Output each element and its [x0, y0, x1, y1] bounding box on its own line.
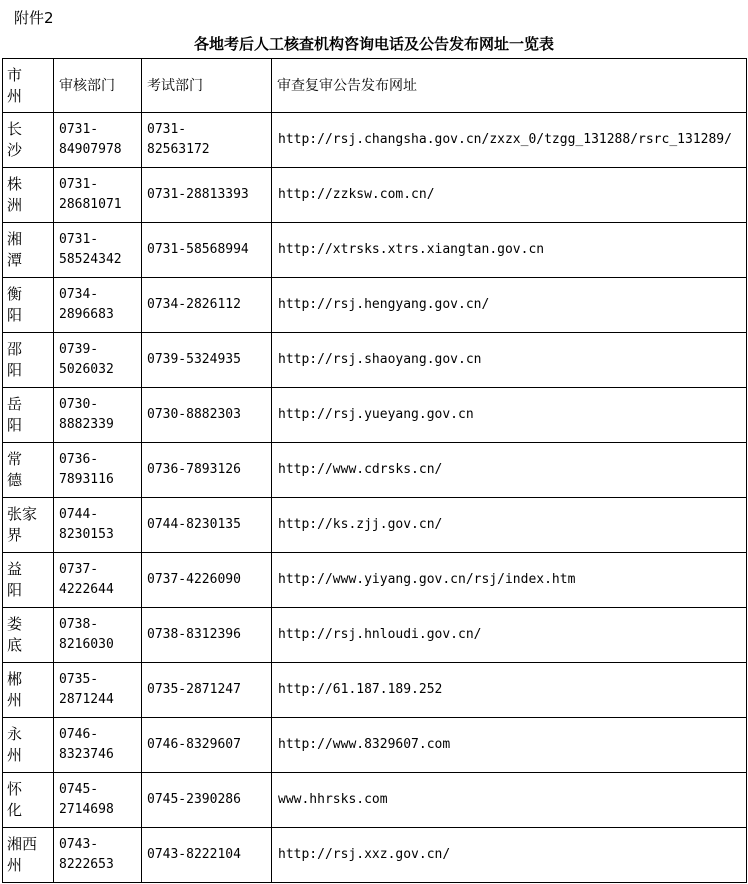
city-cell: 岳 阳	[3, 388, 54, 443]
url-cell: http://rsj.hnloudi.gov.cn/	[272, 608, 747, 663]
table-row	[3, 553, 747, 608]
exam-phone-cell: 0746-8329607	[142, 718, 272, 773]
url-cell: http://rsj.shaoyang.gov.cn	[272, 333, 747, 388]
header-review-dept: 审核部门	[54, 59, 142, 113]
city-cell: 张家 界	[3, 498, 54, 553]
url-cell: http://xtrsks.xtrs.xiangtan.gov.cn	[272, 223, 747, 278]
city-cell: 益 阳	[3, 553, 54, 608]
header-url: 审查复审公告发布网址	[272, 59, 747, 113]
city-cell: 湘 潭	[3, 223, 54, 278]
city-cell: 邵 阳	[3, 333, 54, 388]
table-row	[3, 443, 747, 498]
city-cell: 永 州	[3, 718, 54, 773]
url-cell: http://rsj.xxz.gov.cn/	[272, 828, 747, 883]
table-row	[3, 498, 747, 553]
attachment-label: 附件2	[14, 9, 54, 27]
table-row	[3, 718, 747, 773]
table-header-row	[3, 59, 747, 113]
url-cell: http://rsj.yueyang.gov.cn	[272, 388, 747, 443]
review-phone-cell: 0731- 84907978	[54, 113, 142, 168]
url-cell: http://rsj.hengyang.gov.cn/	[272, 278, 747, 333]
exam-phone-cell: 0734-2826112	[142, 278, 272, 333]
table-row	[3, 388, 747, 443]
table-row	[3, 608, 747, 663]
review-phone-cell: 0739- 5026032	[54, 333, 142, 388]
url-cell: http://www.yiyang.gov.cn/rsj/index.htm	[272, 553, 747, 608]
review-phone-cell: 0730- 8882339	[54, 388, 142, 443]
header-city: 市 州	[3, 59, 54, 113]
city-cell: 怀 化	[3, 773, 54, 828]
url-cell: http://www.8329607.com	[272, 718, 747, 773]
city-cell: 长 沙	[3, 113, 54, 168]
url-cell: www.hhrsks.com	[272, 773, 747, 828]
table-row	[3, 663, 747, 718]
exam-phone-cell: 0744-8230135	[142, 498, 272, 553]
exam-phone-cell: 0737-4226090	[142, 553, 272, 608]
review-phone-cell: 0743- 8222653	[54, 828, 142, 883]
url-cell: http://rsj.changsha.gov.cn/zxzx_0/tzgg_131288/rsrc_131289/	[272, 113, 747, 168]
review-phone-cell: 0731- 28681071	[54, 168, 142, 223]
city-cell: 衡 阳	[3, 278, 54, 333]
url-cell: http://www.cdrsks.cn/	[272, 443, 747, 498]
table-row	[3, 828, 747, 883]
city-cell: 株 洲	[3, 168, 54, 223]
exam-phone-cell: 0736-7893126	[142, 443, 272, 498]
exam-phone-cell: 0730-8882303	[142, 388, 272, 443]
table-row	[3, 773, 747, 828]
review-phone-cell: 0744- 8230153	[54, 498, 142, 553]
exam-phone-cell: 0731-28813393	[142, 168, 272, 223]
header-exam-dept: 考试部门	[142, 59, 272, 113]
review-phone-cell: 0731- 58524342	[54, 223, 142, 278]
exam-phone-cell: 0739-5324935	[142, 333, 272, 388]
contact-table	[2, 58, 747, 883]
exam-phone-cell: 0745-2390286	[142, 773, 272, 828]
exam-phone-cell: 0731- 82563172	[142, 113, 272, 168]
table-row	[3, 333, 747, 388]
review-phone-cell: 0745- 2714698	[54, 773, 142, 828]
review-phone-cell: 0746- 8323746	[54, 718, 142, 773]
city-cell: 郴 州	[3, 663, 54, 718]
review-phone-cell: 0736- 7893116	[54, 443, 142, 498]
review-phone-cell: 0737- 4222644	[54, 553, 142, 608]
table-row	[3, 168, 747, 223]
exam-phone-cell: 0743-8222104	[142, 828, 272, 883]
city-cell: 娄 底	[3, 608, 54, 663]
city-cell: 常 德	[3, 443, 54, 498]
exam-phone-cell: 0731-58568994	[142, 223, 272, 278]
city-cell: 湘西 州	[3, 828, 54, 883]
review-phone-cell: 0734- 2896683	[54, 278, 142, 333]
page-title: 各地考后人工核查机构咨询电话及公告发布网址一览表	[193, 35, 554, 53]
table-row	[3, 223, 747, 278]
exam-phone-cell: 0735-2871247	[142, 663, 272, 718]
url-cell: http://zzksw.com.cn/	[272, 168, 747, 223]
table-row	[3, 113, 747, 168]
review-phone-cell: 0735- 2871244	[54, 663, 142, 718]
url-cell: http://ks.zjj.gov.cn/	[272, 498, 747, 553]
review-phone-cell: 0738- 8216030	[54, 608, 142, 663]
exam-phone-cell: 0738-8312396	[142, 608, 272, 663]
url-cell: http://61.187.189.252	[272, 663, 747, 718]
table-row	[3, 278, 747, 333]
